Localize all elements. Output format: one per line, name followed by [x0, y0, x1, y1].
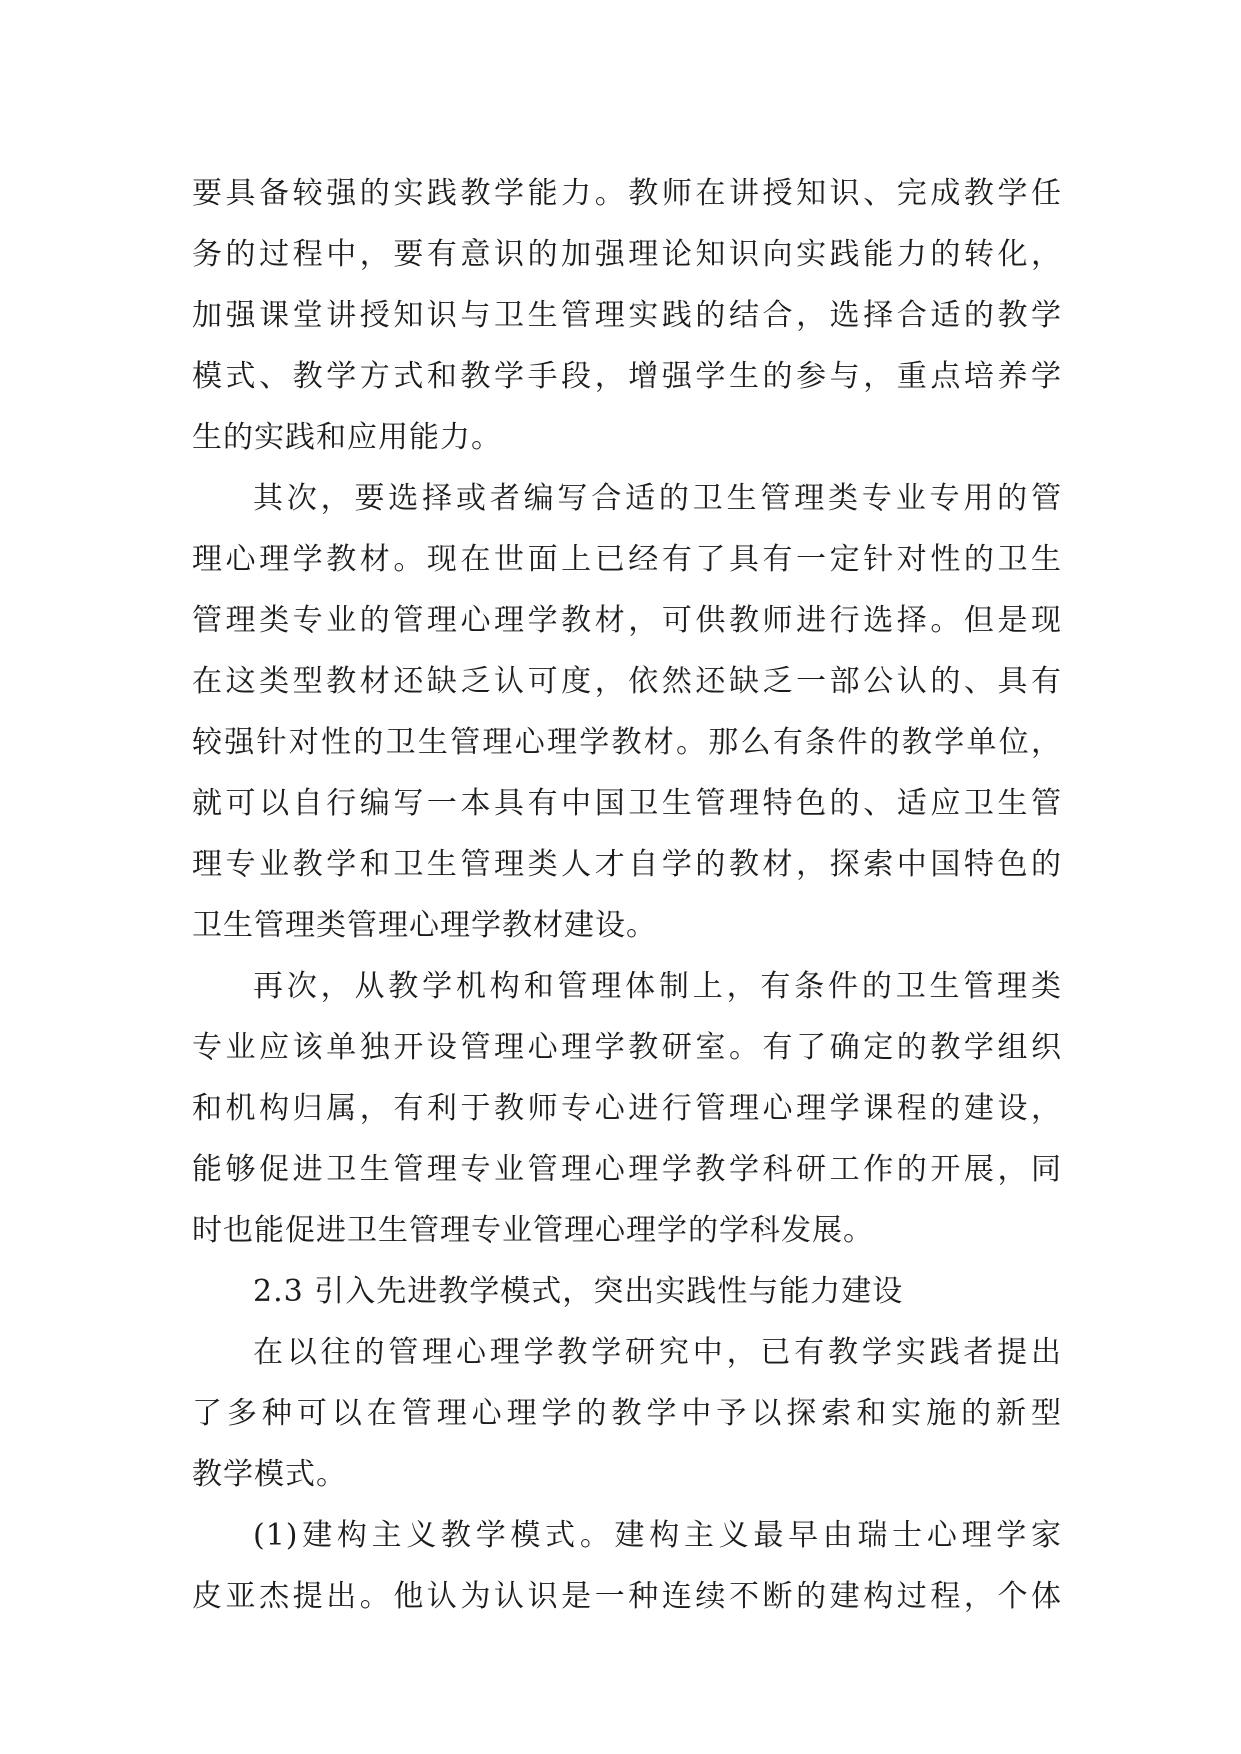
text-line: 加强课堂讲授知识与卫生管理实践的结合，选择合适的教学: [192, 298, 1062, 333]
text-line: 2.3 引入先进教学模式，突出实践性与能力建设: [253, 1274, 904, 1309]
text-line: 了多种可以在管理心理学的教学中予以探索和实施的新型: [192, 1396, 1062, 1431]
document-body: [192, 163, 1062, 1627]
text-line: 务的过程中，要有意识的加强理论知识向实践能力的转化，: [192, 237, 1062, 272]
text-line: 理专业教学和卫生管理类人才自学的教材，探索中国特色的: [192, 847, 1062, 882]
text-line: 其次，要选择或者编写合适的卫生管理类专业专用的管: [253, 481, 1062, 516]
text-line: 生的实践和应用能力。: [192, 420, 502, 455]
text-line: 要具备较强的实践教学能力。教师在讲授知识、完成教学任: [192, 176, 1062, 211]
text-line: 和机构归属，有利于教师专心进行管理心理学课程的建设，: [192, 1091, 1062, 1126]
text-line: 管理类专业的管理心理学教材，可供教师进行选择。但是现: [192, 603, 1062, 638]
text-line: 专业应该单独开设管理心理学教研室。有了确定的教学组织: [192, 1030, 1062, 1065]
text-line: 较强针对性的卫生管理心理学教材。那么有条件的教学单位，: [192, 725, 1062, 760]
text-line: 就可以自行编写一本具有中国卫生管理特色的、适应卫生管: [192, 786, 1062, 821]
text-line: 能够促进卫生管理专业管理心理学教学科研工作的开展，同: [192, 1152, 1062, 1187]
text-line: 时也能促进卫生管理专业管理心理学的学科发展。: [192, 1213, 874, 1248]
text-line: 理心理学教材。现在世面上已经有了具有一定针对性的卫生: [192, 542, 1062, 577]
text-line: 再次，从教学机构和管理体制上，有条件的卫生管理类: [253, 969, 1062, 1004]
text-line: 在以往的管理心理学教学研究中，已有教学实践者提出: [253, 1335, 1062, 1370]
text-line: (1)建构主义教学模式。建构主义最早由瑞士心理学家: [253, 1518, 1062, 1553]
text-line: 教学模式。: [192, 1457, 347, 1492]
text-line: 皮亚杰提出。他认为认识是一种连续不断的建构过程，个体: [192, 1579, 1062, 1614]
text-line: 卫生管理类管理心理学教材建设。: [192, 908, 657, 943]
text-line: 模式、教学方式和教学手段，增强学生的参与，重点培养学: [192, 359, 1062, 394]
text-line: 在这类型教材还缺乏认可度，依然还缺乏一部公认的、具有: [192, 664, 1062, 699]
